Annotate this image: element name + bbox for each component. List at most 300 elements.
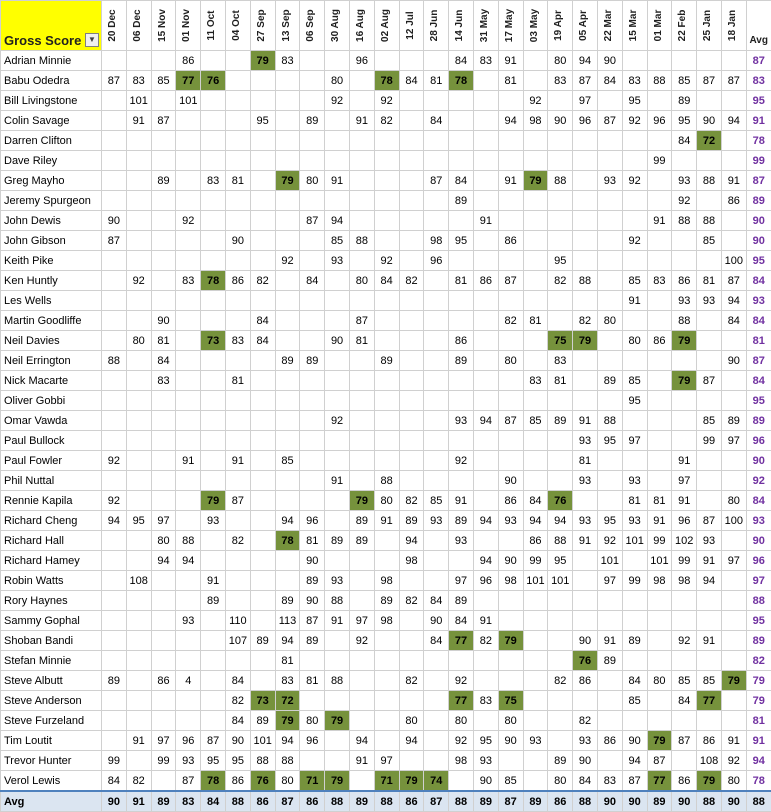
score-cell[interactable]: 80 bbox=[647, 671, 672, 691]
score-cell[interactable]: 89 bbox=[275, 351, 300, 371]
date-column-header[interactable] bbox=[250, 1, 275, 51]
date-column-header[interactable] bbox=[201, 1, 226, 51]
score-cell[interactable]: 91 bbox=[647, 511, 672, 531]
score-cell[interactable] bbox=[597, 751, 622, 771]
score-cell[interactable] bbox=[424, 51, 449, 71]
score-cell[interactable]: 95 bbox=[126, 511, 151, 531]
score-cell[interactable]: 94 bbox=[151, 551, 176, 571]
score-cell[interactable]: 101 bbox=[250, 731, 275, 751]
score-cell[interactable]: 100 bbox=[721, 251, 746, 271]
score-cell[interactable] bbox=[275, 471, 300, 491]
score-cell[interactable]: 98 bbox=[498, 571, 523, 591]
score-cell[interactable]: 92 bbox=[176, 211, 201, 231]
score-cell[interactable]: 80 bbox=[349, 271, 374, 291]
score-cell[interactable] bbox=[102, 291, 127, 311]
score-cell[interactable] bbox=[250, 251, 275, 271]
score-cell[interactable] bbox=[498, 431, 523, 451]
score-cell[interactable]: 91 bbox=[225, 451, 250, 471]
score-cell[interactable]: 94 bbox=[473, 411, 498, 431]
score-cell[interactable] bbox=[399, 631, 424, 651]
score-cell[interactable]: 81 bbox=[225, 171, 250, 191]
score-cell[interactable] bbox=[201, 91, 226, 111]
player-name-cell[interactable]: Nick Macarte bbox=[1, 371, 102, 391]
score-cell[interactable] bbox=[102, 311, 127, 331]
score-cell[interactable]: 101 bbox=[647, 551, 672, 571]
score-cell[interactable]: 94 bbox=[721, 291, 746, 311]
score-cell[interactable] bbox=[622, 131, 647, 151]
score-cell[interactable] bbox=[647, 351, 672, 371]
score-cell[interactable]: 95 bbox=[622, 391, 647, 411]
score-cell[interactable]: 85 bbox=[275, 451, 300, 471]
score-cell[interactable]: 89 bbox=[300, 111, 325, 131]
score-cell[interactable]: 92 bbox=[449, 731, 474, 751]
score-cell[interactable]: 80 bbox=[498, 351, 523, 371]
score-cell[interactable] bbox=[250, 471, 275, 491]
score-cell[interactable]: 91 bbox=[647, 211, 672, 231]
score-cell[interactable] bbox=[473, 431, 498, 451]
average-cell[interactable]: 95 bbox=[746, 611, 771, 631]
score-cell[interactable] bbox=[721, 611, 746, 631]
score-cell[interactable]: 91 bbox=[449, 491, 474, 511]
score-cell[interactable]: 84 bbox=[374, 271, 399, 291]
score-cell[interactable] bbox=[449, 211, 474, 231]
score-cell[interactable]: 89 bbox=[374, 351, 399, 371]
score-cell[interactable] bbox=[102, 591, 127, 611]
score-cell[interactable]: 83 bbox=[176, 271, 201, 291]
score-cell[interactable] bbox=[424, 571, 449, 591]
score-cell[interactable] bbox=[399, 331, 424, 351]
score-cell[interactable] bbox=[349, 451, 374, 471]
score-cell[interactable] bbox=[449, 131, 474, 151]
score-cell[interactable] bbox=[176, 171, 201, 191]
score-cell[interactable] bbox=[573, 151, 598, 171]
score-cell[interactable] bbox=[449, 111, 474, 131]
score-cell[interactable]: 84 bbox=[250, 331, 275, 351]
score-cell[interactable] bbox=[300, 291, 325, 311]
score-cell[interactable] bbox=[349, 191, 374, 211]
score-cell[interactable] bbox=[597, 451, 622, 471]
score-cell[interactable] bbox=[201, 371, 226, 391]
score-cell[interactable] bbox=[250, 431, 275, 451]
score-cell[interactable] bbox=[349, 71, 374, 91]
score-cell[interactable] bbox=[523, 451, 548, 471]
score-cell[interactable]: 72 bbox=[275, 691, 300, 711]
score-cell[interactable] bbox=[399, 691, 424, 711]
score-cell[interactable] bbox=[225, 51, 250, 71]
score-cell[interactable] bbox=[374, 531, 399, 551]
score-cell[interactable]: 83 bbox=[275, 51, 300, 71]
score-cell[interactable]: 113 bbox=[275, 611, 300, 631]
score-cell[interactable] bbox=[126, 151, 151, 171]
score-cell[interactable]: 80 bbox=[374, 491, 399, 511]
score-cell[interactable]: 83 bbox=[548, 71, 573, 91]
score-cell[interactable] bbox=[523, 431, 548, 451]
score-cell[interactable]: 89 bbox=[325, 531, 350, 551]
score-cell[interactable]: 85 bbox=[498, 771, 523, 792]
score-cell[interactable] bbox=[325, 271, 350, 291]
score-cell[interactable]: 89 bbox=[449, 191, 474, 211]
score-cell[interactable] bbox=[300, 151, 325, 171]
score-cell[interactable]: 89 bbox=[449, 511, 474, 531]
score-cell[interactable]: 79 bbox=[647, 731, 672, 751]
score-cell[interactable]: 74 bbox=[424, 771, 449, 792]
score-cell[interactable] bbox=[102, 111, 127, 131]
score-cell[interactable] bbox=[300, 471, 325, 491]
player-name-cell[interactable]: Adrian Minnie bbox=[1, 51, 102, 71]
score-cell[interactable] bbox=[102, 471, 127, 491]
score-cell[interactable] bbox=[399, 131, 424, 151]
column-average-cell[interactable]: 88 bbox=[697, 791, 722, 812]
score-cell[interactable]: 99 bbox=[151, 751, 176, 771]
player-name-cell[interactable]: Richard Hamey bbox=[1, 551, 102, 571]
average-cell[interactable]: 95 bbox=[746, 391, 771, 411]
score-cell[interactable]: 88 bbox=[250, 751, 275, 771]
score-cell[interactable] bbox=[325, 371, 350, 391]
score-cell[interactable] bbox=[597, 711, 622, 731]
date-column-header[interactable] bbox=[300, 1, 325, 51]
score-cell[interactable] bbox=[523, 331, 548, 351]
score-cell[interactable]: 87 bbox=[573, 71, 598, 91]
score-cell[interactable] bbox=[647, 651, 672, 671]
score-cell[interactable] bbox=[300, 91, 325, 111]
score-cell[interactable] bbox=[126, 211, 151, 231]
score-cell[interactable]: 91 bbox=[597, 631, 622, 651]
player-name-cell[interactable]: Jeremy Spurgeon bbox=[1, 191, 102, 211]
score-cell[interactable]: 86 bbox=[573, 671, 598, 691]
score-cell[interactable] bbox=[399, 451, 424, 471]
score-cell[interactable] bbox=[523, 631, 548, 651]
score-cell[interactable] bbox=[176, 511, 201, 531]
score-cell[interactable]: 93 bbox=[597, 171, 622, 191]
score-cell[interactable] bbox=[250, 511, 275, 531]
score-cell[interactable] bbox=[201, 51, 226, 71]
score-cell[interactable] bbox=[573, 591, 598, 611]
player-name-cell[interactable]: Tim Loutit bbox=[1, 731, 102, 751]
score-cell[interactable]: 87 bbox=[672, 731, 697, 751]
score-cell[interactable] bbox=[126, 351, 151, 371]
score-cell[interactable]: 83 bbox=[151, 371, 176, 391]
score-cell[interactable]: 90 bbox=[300, 551, 325, 571]
score-cell[interactable] bbox=[102, 571, 127, 591]
score-cell[interactable]: 98 bbox=[374, 571, 399, 591]
score-cell[interactable] bbox=[126, 171, 151, 191]
score-cell[interactable] bbox=[672, 251, 697, 271]
score-cell[interactable] bbox=[102, 151, 127, 171]
score-cell[interactable]: 81 bbox=[424, 71, 449, 91]
column-average-cell[interactable]: 89 bbox=[647, 791, 672, 812]
score-cell[interactable]: 83 bbox=[225, 331, 250, 351]
score-cell[interactable] bbox=[102, 371, 127, 391]
date-column-header[interactable] bbox=[548, 1, 573, 51]
score-cell[interactable]: 92 bbox=[126, 271, 151, 291]
score-cell[interactable]: 101 bbox=[622, 531, 647, 551]
score-cell[interactable] bbox=[102, 631, 127, 651]
score-cell[interactable]: 73 bbox=[250, 691, 275, 711]
score-cell[interactable] bbox=[349, 251, 374, 271]
score-cell[interactable] bbox=[250, 191, 275, 211]
score-cell[interactable] bbox=[349, 431, 374, 451]
score-cell[interactable] bbox=[573, 571, 598, 591]
score-cell[interactable] bbox=[250, 591, 275, 611]
score-cell[interactable] bbox=[151, 251, 176, 271]
score-cell[interactable] bbox=[250, 651, 275, 671]
score-cell[interactable] bbox=[424, 211, 449, 231]
score-cell[interactable]: 93 bbox=[622, 471, 647, 491]
score-cell[interactable] bbox=[573, 351, 598, 371]
score-cell[interactable] bbox=[721, 391, 746, 411]
score-cell[interactable]: 88 bbox=[548, 171, 573, 191]
score-cell[interactable] bbox=[697, 711, 722, 731]
player-name-cell[interactable]: Richard Hall bbox=[1, 531, 102, 551]
score-cell[interactable] bbox=[176, 231, 201, 251]
score-cell[interactable]: 83 bbox=[473, 51, 498, 71]
score-cell[interactable]: 97 bbox=[597, 571, 622, 591]
score-cell[interactable] bbox=[498, 611, 523, 631]
score-cell[interactable] bbox=[374, 371, 399, 391]
score-cell[interactable]: 88 bbox=[548, 531, 573, 551]
date-column-header[interactable] bbox=[622, 1, 647, 51]
score-cell[interactable] bbox=[176, 331, 201, 351]
score-cell[interactable] bbox=[102, 51, 127, 71]
score-cell[interactable]: 97 bbox=[573, 91, 598, 111]
score-cell[interactable] bbox=[325, 131, 350, 151]
player-name-cell[interactable]: John Dewis bbox=[1, 211, 102, 231]
score-cell[interactable] bbox=[573, 291, 598, 311]
score-cell[interactable] bbox=[548, 451, 573, 471]
player-name-cell[interactable]: Shoban Bandi bbox=[1, 631, 102, 651]
score-cell[interactable] bbox=[473, 151, 498, 171]
score-cell[interactable] bbox=[325, 291, 350, 311]
score-cell[interactable]: 91 bbox=[126, 731, 151, 751]
score-cell[interactable]: 80 bbox=[300, 171, 325, 191]
score-cell[interactable]: 99 bbox=[672, 551, 697, 571]
score-cell[interactable]: 77 bbox=[647, 771, 672, 792]
score-cell[interactable]: 83 bbox=[126, 71, 151, 91]
score-cell[interactable]: 85 bbox=[622, 271, 647, 291]
score-cell[interactable] bbox=[449, 91, 474, 111]
score-cell[interactable]: 89 bbox=[622, 631, 647, 651]
score-cell[interactable] bbox=[300, 491, 325, 511]
score-cell[interactable]: 92 bbox=[275, 251, 300, 271]
score-cell[interactable] bbox=[201, 711, 226, 731]
score-cell[interactable] bbox=[102, 271, 127, 291]
score-cell[interactable]: 89 bbox=[349, 511, 374, 531]
score-cell[interactable]: 90 bbox=[498, 551, 523, 571]
score-cell[interactable] bbox=[424, 151, 449, 171]
score-cell[interactable] bbox=[424, 411, 449, 431]
score-cell[interactable] bbox=[399, 471, 424, 491]
score-cell[interactable]: 95 bbox=[225, 751, 250, 771]
player-name-cell[interactable]: Greg Mayho bbox=[1, 171, 102, 191]
score-cell[interactable] bbox=[225, 211, 250, 231]
score-cell[interactable] bbox=[126, 691, 151, 711]
score-cell[interactable] bbox=[548, 191, 573, 211]
score-cell[interactable]: 91 bbox=[349, 111, 374, 131]
player-name-cell[interactable]: Sammy Gophal bbox=[1, 611, 102, 631]
score-cell[interactable] bbox=[622, 311, 647, 331]
score-cell[interactable] bbox=[325, 391, 350, 411]
score-cell[interactable] bbox=[424, 711, 449, 731]
score-cell[interactable] bbox=[424, 451, 449, 471]
score-cell[interactable]: 95 bbox=[250, 111, 275, 131]
score-cell[interactable]: 95 bbox=[449, 231, 474, 251]
score-cell[interactable] bbox=[672, 651, 697, 671]
score-cell[interactable]: 92 bbox=[449, 671, 474, 691]
score-cell[interactable] bbox=[399, 311, 424, 331]
score-cell[interactable] bbox=[647, 691, 672, 711]
score-cell[interactable]: 90 bbox=[573, 631, 598, 651]
score-cell[interactable]: 78 bbox=[201, 771, 226, 792]
score-cell[interactable]: 80 bbox=[325, 71, 350, 91]
score-cell[interactable]: 80 bbox=[126, 331, 151, 351]
average-cell[interactable]: 78 bbox=[746, 131, 771, 151]
score-cell[interactable] bbox=[151, 191, 176, 211]
score-cell[interactable] bbox=[399, 351, 424, 371]
date-column-header[interactable] bbox=[176, 1, 201, 51]
score-cell[interactable]: 93 bbox=[697, 291, 722, 311]
score-cell[interactable] bbox=[473, 711, 498, 731]
score-cell[interactable] bbox=[176, 431, 201, 451]
score-cell[interactable] bbox=[102, 711, 127, 731]
player-name-cell[interactable]: Keith Pike bbox=[1, 251, 102, 271]
score-cell[interactable] bbox=[126, 191, 151, 211]
score-cell[interactable]: 91 bbox=[325, 471, 350, 491]
score-cell[interactable] bbox=[597, 231, 622, 251]
score-cell[interactable] bbox=[622, 451, 647, 471]
score-cell[interactable]: 90 bbox=[102, 211, 127, 231]
score-cell[interactable]: 79 bbox=[399, 771, 424, 792]
score-cell[interactable]: 110 bbox=[225, 611, 250, 631]
player-name-cell[interactable]: Dave Riley bbox=[1, 151, 102, 171]
score-cell[interactable]: 87 bbox=[498, 271, 523, 291]
score-cell[interactable] bbox=[300, 751, 325, 771]
score-cell[interactable] bbox=[325, 151, 350, 171]
score-cell[interactable]: 97 bbox=[151, 731, 176, 751]
score-cell[interactable]: 91 bbox=[498, 171, 523, 191]
score-cell[interactable] bbox=[473, 591, 498, 611]
score-cell[interactable] bbox=[647, 171, 672, 191]
score-cell[interactable]: 84 bbox=[225, 671, 250, 691]
score-cell[interactable]: 85 bbox=[325, 231, 350, 251]
score-cell[interactable] bbox=[201, 111, 226, 131]
score-cell[interactable] bbox=[548, 151, 573, 171]
average-row-label[interactable]: Avg bbox=[1, 791, 102, 812]
score-cell[interactable]: 89 bbox=[548, 411, 573, 431]
score-cell[interactable] bbox=[325, 191, 350, 211]
score-cell[interactable]: 82 bbox=[573, 711, 598, 731]
score-cell[interactable]: 79 bbox=[325, 771, 350, 792]
date-column-header[interactable] bbox=[473, 1, 498, 51]
score-cell[interactable] bbox=[672, 151, 697, 171]
score-cell[interactable]: 94 bbox=[275, 731, 300, 751]
score-cell[interactable] bbox=[176, 471, 201, 491]
score-cell[interactable]: 84 bbox=[250, 311, 275, 331]
score-cell[interactable]: 86 bbox=[449, 331, 474, 351]
score-cell[interactable] bbox=[176, 711, 201, 731]
score-cell[interactable] bbox=[697, 591, 722, 611]
score-cell[interactable] bbox=[102, 611, 127, 631]
score-cell[interactable] bbox=[349, 711, 374, 731]
column-average-cell[interactable]: 87 bbox=[275, 791, 300, 812]
score-cell[interactable]: 76 bbox=[573, 651, 598, 671]
score-cell[interactable]: 80 bbox=[597, 311, 622, 331]
score-cell[interactable] bbox=[275, 431, 300, 451]
score-cell[interactable] bbox=[498, 331, 523, 351]
score-cell[interactable]: 81 bbox=[300, 671, 325, 691]
score-cell[interactable]: 87 bbox=[647, 751, 672, 771]
score-cell[interactable] bbox=[473, 331, 498, 351]
score-cell[interactable]: 94 bbox=[275, 631, 300, 651]
player-name-cell[interactable]: Steve Furzeland bbox=[1, 711, 102, 731]
average-cell[interactable]: 84 bbox=[746, 371, 771, 391]
score-cell[interactable] bbox=[399, 51, 424, 71]
score-cell[interactable]: 87 bbox=[697, 511, 722, 531]
score-cell[interactable] bbox=[424, 351, 449, 371]
score-cell[interactable] bbox=[250, 371, 275, 391]
score-cell[interactable]: 82 bbox=[548, 271, 573, 291]
score-cell[interactable]: 86 bbox=[473, 271, 498, 291]
score-cell[interactable]: 94 bbox=[275, 511, 300, 531]
score-cell[interactable]: 85 bbox=[151, 71, 176, 91]
score-cell[interactable] bbox=[126, 671, 151, 691]
score-cell[interactable]: 96 bbox=[300, 731, 325, 751]
average-cell[interactable]: 91 bbox=[746, 111, 771, 131]
score-cell[interactable] bbox=[225, 571, 250, 591]
score-cell[interactable] bbox=[622, 211, 647, 231]
score-cell[interactable] bbox=[374, 411, 399, 431]
score-cell[interactable]: 98 bbox=[647, 571, 672, 591]
score-cell[interactable]: 93 bbox=[498, 511, 523, 531]
score-cell[interactable] bbox=[300, 331, 325, 351]
date-column-header[interactable] bbox=[647, 1, 672, 51]
score-cell[interactable]: 89 bbox=[102, 671, 127, 691]
score-cell[interactable] bbox=[225, 551, 250, 571]
score-cell[interactable]: 90 bbox=[300, 591, 325, 611]
score-cell[interactable]: 94 bbox=[498, 111, 523, 131]
score-cell[interactable]: 95 bbox=[672, 111, 697, 131]
average-cell[interactable]: 78 bbox=[746, 771, 771, 792]
score-cell[interactable] bbox=[523, 611, 548, 631]
score-cell[interactable] bbox=[374, 431, 399, 451]
score-cell[interactable] bbox=[325, 431, 350, 451]
score-cell[interactable] bbox=[225, 291, 250, 311]
score-cell[interactable]: 82 bbox=[548, 671, 573, 691]
score-cell[interactable] bbox=[597, 131, 622, 151]
score-cell[interactable] bbox=[523, 771, 548, 792]
score-cell[interactable] bbox=[176, 491, 201, 511]
score-cell[interactable] bbox=[473, 531, 498, 551]
score-cell[interactable] bbox=[721, 231, 746, 251]
score-cell[interactable]: 85 bbox=[622, 371, 647, 391]
score-cell[interactable] bbox=[697, 51, 722, 71]
score-cell[interactable] bbox=[449, 151, 474, 171]
date-column-header[interactable] bbox=[275, 1, 300, 51]
score-cell[interactable]: 100 bbox=[721, 511, 746, 531]
score-cell[interactable]: 86 bbox=[225, 271, 250, 291]
score-cell[interactable] bbox=[548, 311, 573, 331]
score-cell[interactable] bbox=[275, 331, 300, 351]
score-cell[interactable]: 94 bbox=[697, 571, 722, 591]
score-cell[interactable]: 84 bbox=[573, 771, 598, 792]
average-cell[interactable]: 95 bbox=[746, 91, 771, 111]
date-column-header[interactable] bbox=[597, 1, 622, 51]
score-cell[interactable]: 86 bbox=[176, 51, 201, 71]
score-cell[interactable]: 80 bbox=[151, 531, 176, 551]
score-cell[interactable] bbox=[597, 251, 622, 271]
score-cell[interactable] bbox=[548, 731, 573, 751]
score-cell[interactable]: 86 bbox=[498, 231, 523, 251]
player-name-cell[interactable]: John Gibson bbox=[1, 231, 102, 251]
